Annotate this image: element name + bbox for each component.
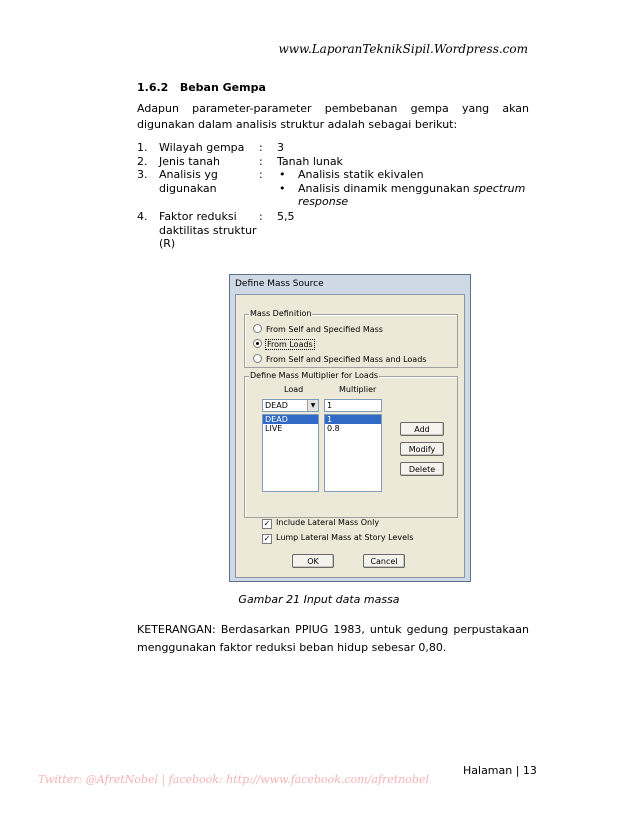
page-number: Halaman | 13	[463, 764, 537, 777]
load-list[interactable]	[262, 414, 319, 492]
modify-button[interactable]: Modify	[400, 442, 444, 456]
delete-button[interactable]: Delete	[400, 462, 444, 476]
section-title: Beban Gempa	[179, 81, 266, 94]
dialog-title: Define Mass Source	[235, 279, 324, 289]
check-icon: ✓	[263, 519, 271, 528]
radio-self-specified-mass-and-loads[interactable]: From Self and Specified Mass and Loads	[253, 354, 426, 365]
note-line-2: menggunakan faktor reduksi beban hidup sebesar 0,80.	[137, 641, 447, 654]
list-item[interactable]: DEAD	[263, 415, 318, 424]
radio-self-specified-mass[interactable]: From Self and Specified Mass	[253, 324, 383, 335]
radio-circle	[253, 354, 262, 363]
intro-paragraph: Adapun parameter-parameter pembebanan gempa yang akan digunakan dalam analisis struktur adalah sebagai berikut:	[137, 102, 529, 131]
radio-from-loads[interactable]: From Loads	[253, 339, 314, 350]
mass-multiplier-label: Define Mass Multiplier for Loads	[250, 371, 379, 380]
list-item[interactable]: 1	[325, 415, 381, 424]
lump-lateral-mass-checkbox[interactable]: ✓ Lump Lateral Mass at Story Levels	[263, 533, 414, 543]
list-item[interactable]: 0.8	[327, 424, 340, 433]
note-line-1: KETERANGAN: Berdasarkan PPIUG 1983, untuk gedung perpustakaan	[137, 623, 529, 636]
add-button[interactable]: Add	[400, 422, 444, 436]
mass-definition-label: Mass Definition	[250, 309, 312, 318]
section-number: 1.6.2	[137, 81, 169, 94]
include-lateral-mass-checkbox[interactable]: ✓ Include Lateral Mass Only	[263, 518, 380, 528]
mass-definition-group	[244, 309, 458, 368]
check-icon: ✓	[263, 534, 271, 543]
mass-multiplier-group	[244, 371, 458, 518]
define-mass-source-dialog	[229, 274, 471, 582]
footer-social: Twitter: @AfretNobel | facebook: http://www.facebook.com/afretnobel	[38, 773, 429, 786]
load-dropdown[interactable]: DEAD ▼	[262, 399, 319, 412]
dialog-body	[235, 294, 465, 578]
multiplier-input[interactable]: 1	[324, 399, 382, 412]
multiplier-list[interactable]	[324, 414, 382, 492]
section-heading	[137, 81, 266, 94]
chevron-down-icon[interactable]: ▼	[307, 400, 318, 411]
radio-circle	[253, 324, 262, 333]
radio-circle	[253, 339, 262, 348]
cancel-button[interactable]: Cancel	[363, 554, 405, 568]
ok-button[interactable]: OK	[292, 554, 334, 568]
figure-caption: Gambar 21 Input data massa	[238, 593, 400, 606]
multiplier-column-header: Multiplier	[339, 385, 377, 394]
site-url: www.LaporanTeknikSipil.Wordpress.com	[278, 42, 528, 56]
load-column-header: Load	[284, 385, 304, 394]
list-item[interactable]: LIVE	[265, 424, 283, 433]
